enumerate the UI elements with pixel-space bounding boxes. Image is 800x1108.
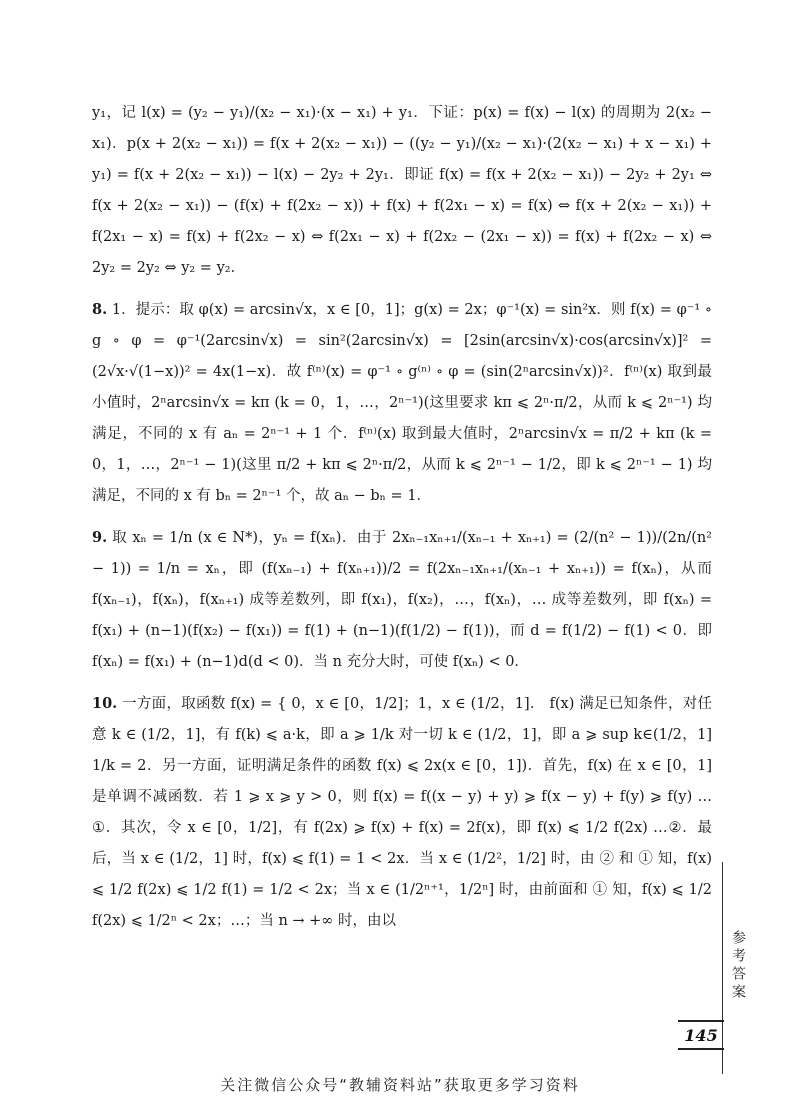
- problem-number: 8.: [92, 301, 108, 318]
- problem-number: 10.: [92, 695, 118, 712]
- problem-text: 取 xₙ = 1/n (x ∈ N*)，yₙ = f(xₙ)．由于 2xₙ₋₁xₙ₊₁/(xₙ₋₁ + xₙ₊₁) = (2/(n² − 1))/(2n/(n² − 1)) = 1/n = xₙ，即 (f(xₙ₋₁) + f(xₙ₊₁))/2 = f(2xₙ₋₁xₙ₊₁/(xₙ₋₁ + xₙ₊₁)) = f(xₙ)，从而 f(xₙ₋₁)，f(xₙ)，f(xₙ₊₁) 成等差数列，即 f(x₁)，f(x₂)，…，f(xₙ)，… 成等差数列，即 f(xₙ) = f(x₁) + (n−1)(f(x₂) − f(x₁)) = f(1) + (n−1)(f(1/2) − f(1))，而 d = f(1/2) − f(1) < 0．即 f(xₙ) = f(x₁) + (n−1)d(d < 0)．当 n 充分大时，可使 f(xₙ) < 0．: [92, 530, 712, 670]
- page-body: [92, 98, 712, 937]
- page-number-box: [678, 1020, 724, 1050]
- problem-9: [92, 522, 712, 678]
- problem-8: [92, 294, 712, 512]
- problem-number: 9.: [92, 529, 108, 546]
- footer-watermark: 关注微信公众号“教辅资料站”获取更多学习资料: [220, 1076, 580, 1094]
- page-number: 145: [684, 1025, 718, 1045]
- problem-10: [92, 688, 712, 937]
- section-label: 参考答案: [730, 930, 746, 1002]
- problem-text: 1．提示：取 φ(x) = arcsin√x，x ∈ [0，1]；g(x) = 2x；φ⁻¹(x) = sin²x．则 f(x) = φ⁻¹ ∘ g ∘ φ = φ⁻¹(2arcsin√x) = sin²(2arcsin√x) = [2sin(arcsin√x)·cos(arcsin√x)]² = (2√x·√(1−x))² = 4x(1−x)．故 f⁽ⁿ⁾(x) = φ⁻¹ ∘ g⁽ⁿ⁾ ∘ φ = (sin(2ⁿarcsin√x))²．f⁽ⁿ⁾(x) 取到最小值时，2ⁿarcsin√x = kπ (k = 0，1，…，2ⁿ⁻¹)(这里要求 kπ ⩽ 2ⁿ·π/2，从而 k ⩽ 2ⁿ⁻¹) 均满足，不同的 x 有 aₙ = 2ⁿ⁻¹ + 1 个．f⁽ⁿ⁾(x) 取到最大值时，2ⁿarcsin√x = π/2 + kπ (k = 0，1，…，2ⁿ⁻¹ − 1)(这里 π/2 + kπ ⩽ 2ⁿ·π/2，从而 k ⩽ 2ⁿ⁻¹ − 1/2，即 k ⩽ 2ⁿ⁻¹ − 1) 均满足，不同的 x 有 bₙ = 2ⁿ⁻¹ 个，故 aₙ − bₙ = 1．: [92, 302, 713, 504]
- problem-7-continuation: y₁，记 l(x) = (y₂ − y₁)/(x₂ − x₁)·(x − x₁) + y₁．下证：p(x) = f(x) − l(x) 的周期为 2(x₂ − x₁)．p(x + 2(x₂ − x₁)) = f(x + 2(x₂ − x₁)) − ((y₂ − y₁)/(x₂ − x₁)·(2(x₂ − x₁) + x − x₁) + y₁) = f(x + 2(x₂ − x₁)) − l(x) − 2y₂ + 2y₁．即证 f(x) = f(x + 2(x₂ − x₁)) − 2y₂ + 2y₁ ⇔ f(x + 2(x₂ − x₁)) − (f(x) + f(2x₂ − x)) + f(x) + f(2x₁ − x) = f(x) ⇔ f(x + 2(x₂ − x₁)) + f(2x₁ − x) = f(x) + f(2x₂ − x) ⇔ f(2x₁ − x) + f(2x₂ − (2x₁ − x)) = f(x) + f(2x₂ − x) ⇔ 2y₂ = 2y₂ ⇔ y₂ = y₂．: [92, 105, 712, 276]
- problem-text: 一方面，取函数 f(x) = { 0，x ∈ [0，1/2]；1，x ∈ (1/2，1]． f(x) 满足已知条件，对任意 k ∈ (1/2，1]，有 f(k) ⩽ a·k，即 a ⩾ 1/k 对一切 k ∈ (1/2，1]，即 a ⩾ sup k∈(1/2，1] 1/k = 2．另一方面，证明满足条件的函数 f(x) ⩽ 2x(x ∈ [0，1])．首先，f(x) 在 x ∈ [0，1] 是单调不减函数．若 1 ⩾ x ⩾ y > 0，则 f(x) = f((x − y) + y) ⩾ f(x − y) + f(y) ⩾ f(y) …①．其次，令 x ∈ [0，1/2]，有 f(2x) ⩾ f(x) + f(x) = 2f(x)，即 f(x) ⩽ 1/2 f(2x) …②．最后，当 x ∈ (1/2，1] 时，f(x) ⩽ f(1) = 1 < 2x．当 x ∈ (1/2²，1/2] 时，由 ② 和 ① 知，f(x) ⩽ 1/2 f(2x) ⩽ 1/2 f(1) = 1/2 < 2x；当 x ∈ (1/2ⁿ⁺¹，1/2ⁿ] 时，由前面和 ① 知，f(x) ⩽ 1/2 f(2x) ⩽ 1/2ⁿ < 2x；…；当 n → +∞ 时，由以: [92, 696, 712, 929]
